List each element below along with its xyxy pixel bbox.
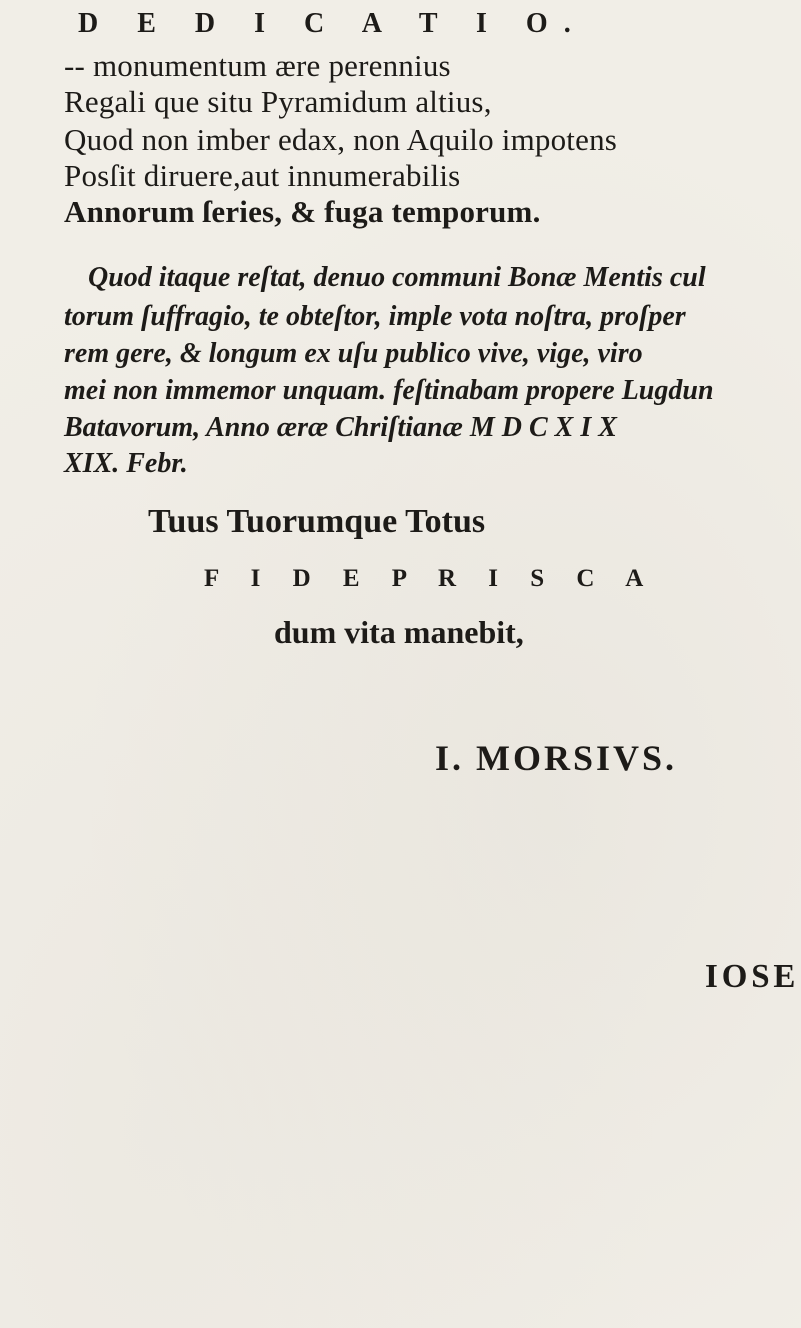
prose-line: XIX. Febr.: [64, 448, 188, 479]
verse-line: -- monumentum ære perennius: [64, 48, 451, 83]
closing-motto: F I D E P R I S C A: [204, 565, 657, 592]
prose-line: Quod itaque reſtat, denuo communi Bonæ Mentis cul: [88, 262, 706, 293]
closing-salutation: Tuus Tuorumque Totus: [148, 503, 486, 540]
verse-line: Quod non imber edax, non Aquilo impotens: [64, 122, 618, 157]
catchword: IOSE: [705, 958, 800, 995]
prose-line: Batavorum, Anno æræ Chriſtianæ M D C X I X: [64, 412, 617, 443]
prose-line: rem gere, & longum ex uſu publico vive, vige, viro: [64, 338, 643, 369]
author-signature: I. MORSIVS.: [435, 738, 678, 778]
prose-line: mei non immemor unquam. feſtinabam propere Lugdun: [64, 375, 714, 406]
verse-line: Posſit diruere,aut innumerabilis: [64, 158, 461, 193]
page-header: D E D I C A T I O.: [78, 8, 587, 39]
prose-line: torum ſuffragio, te obteſtor, imple vota noſtra, proſper: [64, 301, 686, 332]
closing-phrase: dum vita manebit,: [274, 614, 524, 650]
verse-line: Annorum ſeries, & fuga temporum.: [64, 194, 541, 229]
verse-line: Regali que situ Pyramidum altius,: [64, 84, 492, 119]
